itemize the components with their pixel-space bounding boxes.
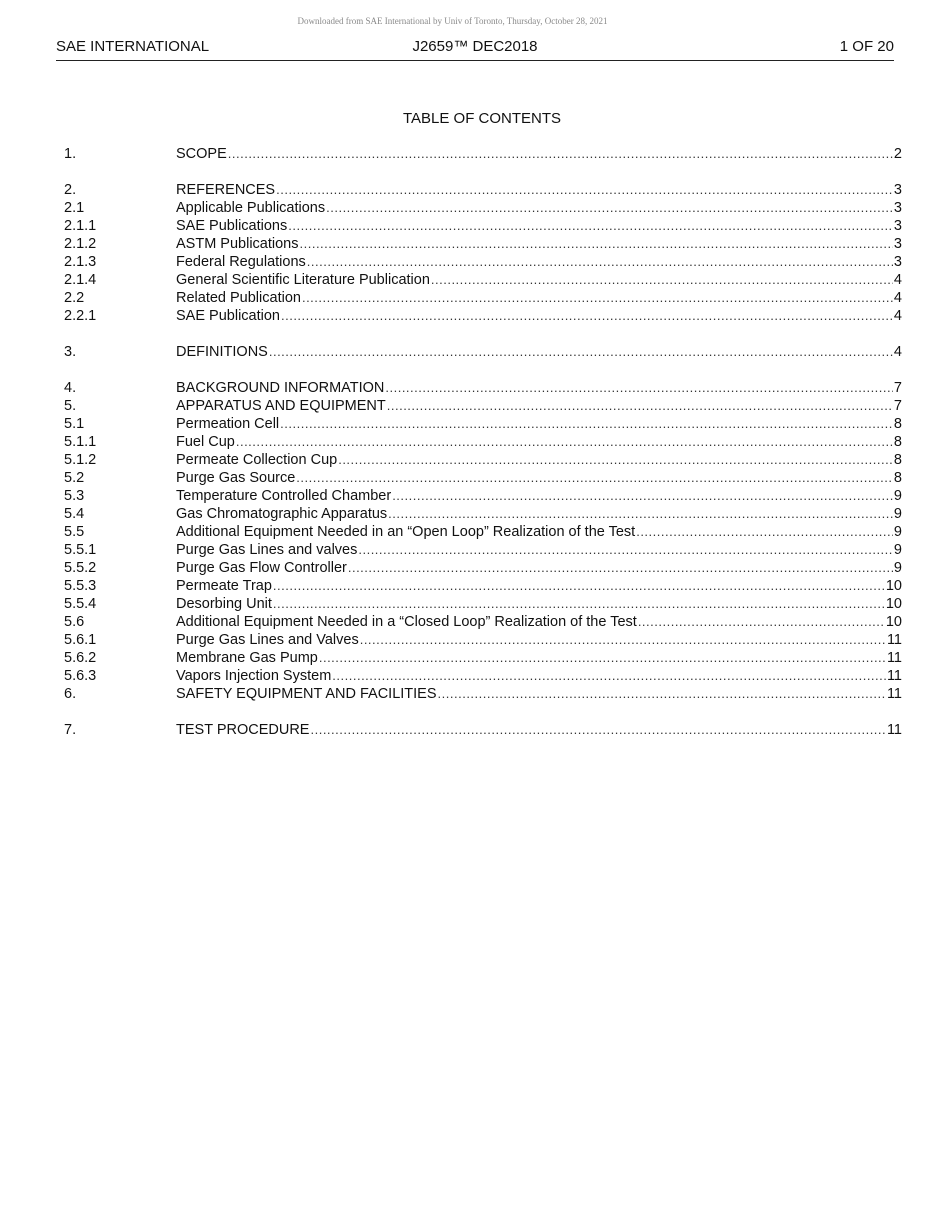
page-header [56,38,894,61]
toc-dot-leader [228,145,893,163]
toc-entry[interactable] [64,397,902,415]
toc-entry-number: 3. [64,344,77,360]
toc-entry-number: 2.2.1 [64,308,97,324]
toc-dot-leader [273,577,885,595]
toc-entry-title: Related Publication [176,290,301,306]
toc-entry[interactable] [64,271,902,289]
toc-entry-page: 9 [893,542,902,558]
toc-entry[interactable] [64,307,902,325]
toc-entry-page: 11 [886,722,902,738]
toc-entry-number: 5.6 [64,614,85,630]
toc-entry[interactable] [64,235,902,253]
toc-entry-number: 7. [64,722,77,738]
toc-entry-number: 2. [64,182,77,198]
toc-dot-leader [307,253,893,271]
toc-entry-page: 10 [885,596,902,612]
toc-entry[interactable] [64,451,902,469]
toc-entry-number: 2.1.4 [64,272,97,288]
toc-dot-leader [281,307,893,325]
toc-entry-page: 9 [893,488,902,504]
table-of-contents [64,145,902,739]
toc-entry[interactable] [64,379,902,397]
toc-entry-number: 5.1.1 [64,434,97,450]
toc-entry-page: 3 [893,218,902,234]
toc-dot-leader [310,721,885,739]
toc-entry[interactable] [64,613,902,631]
toc-entry-number: 5.5.4 [64,596,97,612]
toc-dot-leader [280,415,893,433]
toc-entry[interactable] [64,145,902,163]
toc-dot-leader [302,289,893,307]
toc-dot-leader [431,271,893,289]
toc-entry-title: Membrane Gas Pump [176,650,318,666]
toc-entry[interactable] [64,667,902,685]
toc-entry[interactable] [64,631,902,649]
header-doc-id: J2659™ DEC2018 [412,38,538,55]
toc-entry-title: Purge Gas Source [176,470,296,486]
toc-dot-leader [338,451,893,469]
toc-dot-leader [300,235,893,253]
toc-entry[interactable] [64,595,902,613]
toc-entry-title: REFERENCES [176,182,276,198]
toc-entry[interactable] [64,559,902,577]
toc-entry[interactable] [64,469,902,487]
toc-entry-page: 10 [885,578,902,594]
toc-entry-page: 8 [893,416,902,432]
toc-entry-number: 5.5.2 [64,560,97,576]
toc-entry-number: 5.6.1 [64,632,97,648]
toc-entry-title: Additional Equipment Needed in an “Open Loop” Realization of the Test [176,524,636,540]
toc-entry-page: 2 [893,146,902,162]
toc-entry-page: 11 [886,686,902,702]
toc-entry[interactable] [64,181,902,199]
toc-entry[interactable] [64,541,902,559]
toc-entry-number: 6. [64,686,77,702]
toc-entry-title: Temperature Controlled Chamber [176,488,392,504]
toc-entry-title: Federal Regulations [176,254,306,270]
toc-entry-title: SCOPE [176,146,227,162]
toc-entry-title: ASTM Publications [176,236,299,252]
toc-entry-number: 5.1 [64,416,85,432]
toc-entry-page: 11 [886,650,902,666]
header-org: SAE INTERNATIONAL [56,38,210,55]
toc-entry-title: SAFETY EQUIPMENT AND FACILITIES [176,686,437,702]
toc-dot-leader [288,217,893,235]
toc-entry-page: 3 [893,254,902,270]
toc-entry-number: 5.6.2 [64,650,97,666]
toc-entry-title: Applicable Publications [176,200,326,216]
toc-entry-title: Permeate Collection Cup [176,452,338,468]
toc-entry-page: 9 [893,524,902,540]
toc-entry-page: 8 [893,470,902,486]
toc-dot-leader [348,559,893,577]
toc-entry[interactable] [64,415,902,433]
toc-entry[interactable] [64,577,902,595]
toc-entry-title: Purge Gas Lines and Valves [176,632,359,648]
toc-entry-number: 5.5.3 [64,578,97,594]
toc-entry[interactable] [64,721,902,739]
toc-dot-leader [296,469,893,487]
toc-dot-leader [269,343,893,361]
toc-entry-number: 1. [64,146,77,162]
toc-dot-leader [273,595,885,613]
toc-entry[interactable] [64,487,902,505]
toc-entry[interactable] [64,649,902,667]
toc-entry-title: Purge Gas Flow Controller [176,560,347,576]
toc-entry-number: 5.1.2 [64,452,97,468]
header-page-number: 1 OF 20 [839,38,894,55]
toc-entry-title: SAE Publication [176,308,280,324]
toc-dot-leader [276,181,893,199]
toc-entry-number: 5.5 [64,524,85,540]
toc-entry-number: 2.1 [64,200,85,216]
toc-entry-page: 3 [893,236,902,252]
toc-entry-page: 11 [886,668,902,684]
toc-entry-page: 3 [893,182,902,198]
toc-entry-number: 5.6.3 [64,668,97,684]
toc-entry-page: 7 [893,398,902,414]
toc-entry-page: 7 [893,380,902,396]
toc-entry-page: 3 [893,200,902,216]
toc-entry[interactable] [64,217,902,235]
toc-dot-leader [638,613,885,631]
download-watermark: Downloaded from SAE International by Univ of Toronto, Thursday, October 28, 2021 [297,16,608,26]
toc-entry-number: 5.2 [64,470,85,486]
toc-entry-title: Permeation Cell [176,416,280,432]
toc-dot-leader [360,631,886,649]
toc-dot-leader [438,685,886,703]
toc-entry-title: Vapors Injection System [176,668,332,684]
toc-dot-leader [388,505,893,523]
toc-dot-leader [392,487,893,505]
toc-entry-number: 4. [64,380,77,396]
toc-dot-leader [332,667,886,685]
toc-dot-leader [387,397,893,415]
toc-entry-title: SAE Publications [176,218,288,234]
toc-entry-title: Fuel Cup [176,434,235,450]
toc-entry-page: 9 [893,560,902,576]
toc-entry[interactable] [64,289,902,307]
toc-entry-title: Desorbing Unit [176,596,272,612]
toc-entry-page: 4 [893,344,902,360]
toc-entry-number: 2.1.2 [64,236,97,252]
toc-heading: TABLE OF CONTENTS [402,110,562,127]
toc-entry-page: 4 [893,272,902,288]
toc-entry-page: 11 [886,632,902,648]
toc-entry-title: Gas Chromatographic Apparatus [176,506,388,522]
toc-entry-title: Permeate Trap [176,578,272,594]
toc-entry-page: 8 [893,434,902,450]
toc-entry-page: 10 [885,614,902,630]
toc-entry[interactable] [64,505,902,523]
toc-entry-title: Purge Gas Lines and valves [176,542,358,558]
toc-dot-leader [358,541,893,559]
toc-entry-title: TEST PROCEDURE [176,722,310,738]
toc-entry-page: 9 [893,506,902,522]
toc-dot-leader [385,379,893,397]
toc-entry-number: 5.3 [64,488,85,504]
toc-entry-title: General Scientific Literature Publication [176,272,430,288]
toc-entry-number: 5.4 [64,506,85,522]
toc-entry-number: 5. [64,398,77,414]
toc-entry-number: 2.1.3 [64,254,97,270]
toc-entry[interactable] [64,685,902,703]
toc-dot-leader [236,433,893,451]
toc-dot-leader [636,523,893,541]
toc-entry-title: DEFINITIONS [176,344,268,360]
toc-entry-page: 4 [893,290,902,306]
toc-entry-number: 2.2 [64,290,85,306]
toc-entry[interactable] [64,433,902,451]
toc-entry-title: BACKGROUND INFORMATION [176,380,385,396]
toc-dot-leader [319,649,886,667]
toc-entry-title: Additional Equipment Needed in a “Closed Loop” Realization of the Test [176,614,637,630]
toc-entry[interactable] [64,523,902,541]
toc-entry[interactable] [64,343,902,361]
toc-entry-number: 2.1.1 [64,218,97,234]
toc-entry[interactable] [64,199,902,217]
toc-entry-number: 5.5.1 [64,542,97,558]
toc-entry-title: APPARATUS AND EQUIPMENT [176,398,386,414]
toc-dot-leader [326,199,893,217]
toc-entry-page: 4 [893,308,902,324]
toc-entry[interactable] [64,253,902,271]
toc-entry-page: 8 [893,452,902,468]
